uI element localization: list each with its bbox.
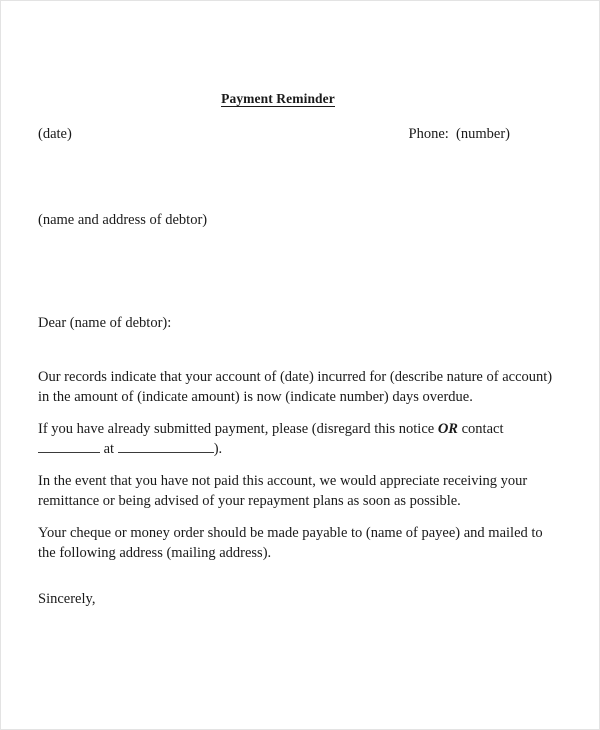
already-paid-prefix: If you have already submitted payment, please (disregard this notice [38, 421, 435, 437]
paragraph-not-paid: In the event that you have not paid this account, we would appreciate receiving your remittance or being advised of your repayment plans as soon as possible. [38, 473, 528, 509]
already-paid-contact: contact [461, 421, 504, 437]
phone-field [409, 126, 510, 143]
already-paid-at: at [103, 440, 115, 457]
letter-header-row [38, 126, 510, 143]
salutation-line: Dear (name of debtor): [38, 315, 172, 331]
contact-blank-field[interactable] [38, 440, 100, 453]
or-emphasis: OR [437, 421, 458, 437]
paragraph-already-paid [38, 420, 554, 459]
already-paid-suffix: ). [213, 440, 223, 457]
page-title-text: Payment Reminder [221, 91, 335, 106]
closing-line: Sincerely, [38, 591, 96, 607]
recipient-address: (name and address of debtor) [38, 212, 208, 228]
phone-placeholder: (number) [456, 126, 510, 142]
page-title [38, 91, 518, 107]
date-placeholder: (date) [38, 126, 72, 142]
at-blank-field[interactable] [118, 440, 214, 453]
phone-label: Phone: [408, 126, 449, 142]
paragraph-records: Our records indicate that your account of (date) incurred for (describe nature of account) in the amount of (indicate amount) is now (indicate number) days overdue. [38, 369, 553, 405]
paragraph-cheque: Your cheque or money order should be made payable to (name of payee) and mailed to the following address (mailing address). [38, 525, 543, 561]
